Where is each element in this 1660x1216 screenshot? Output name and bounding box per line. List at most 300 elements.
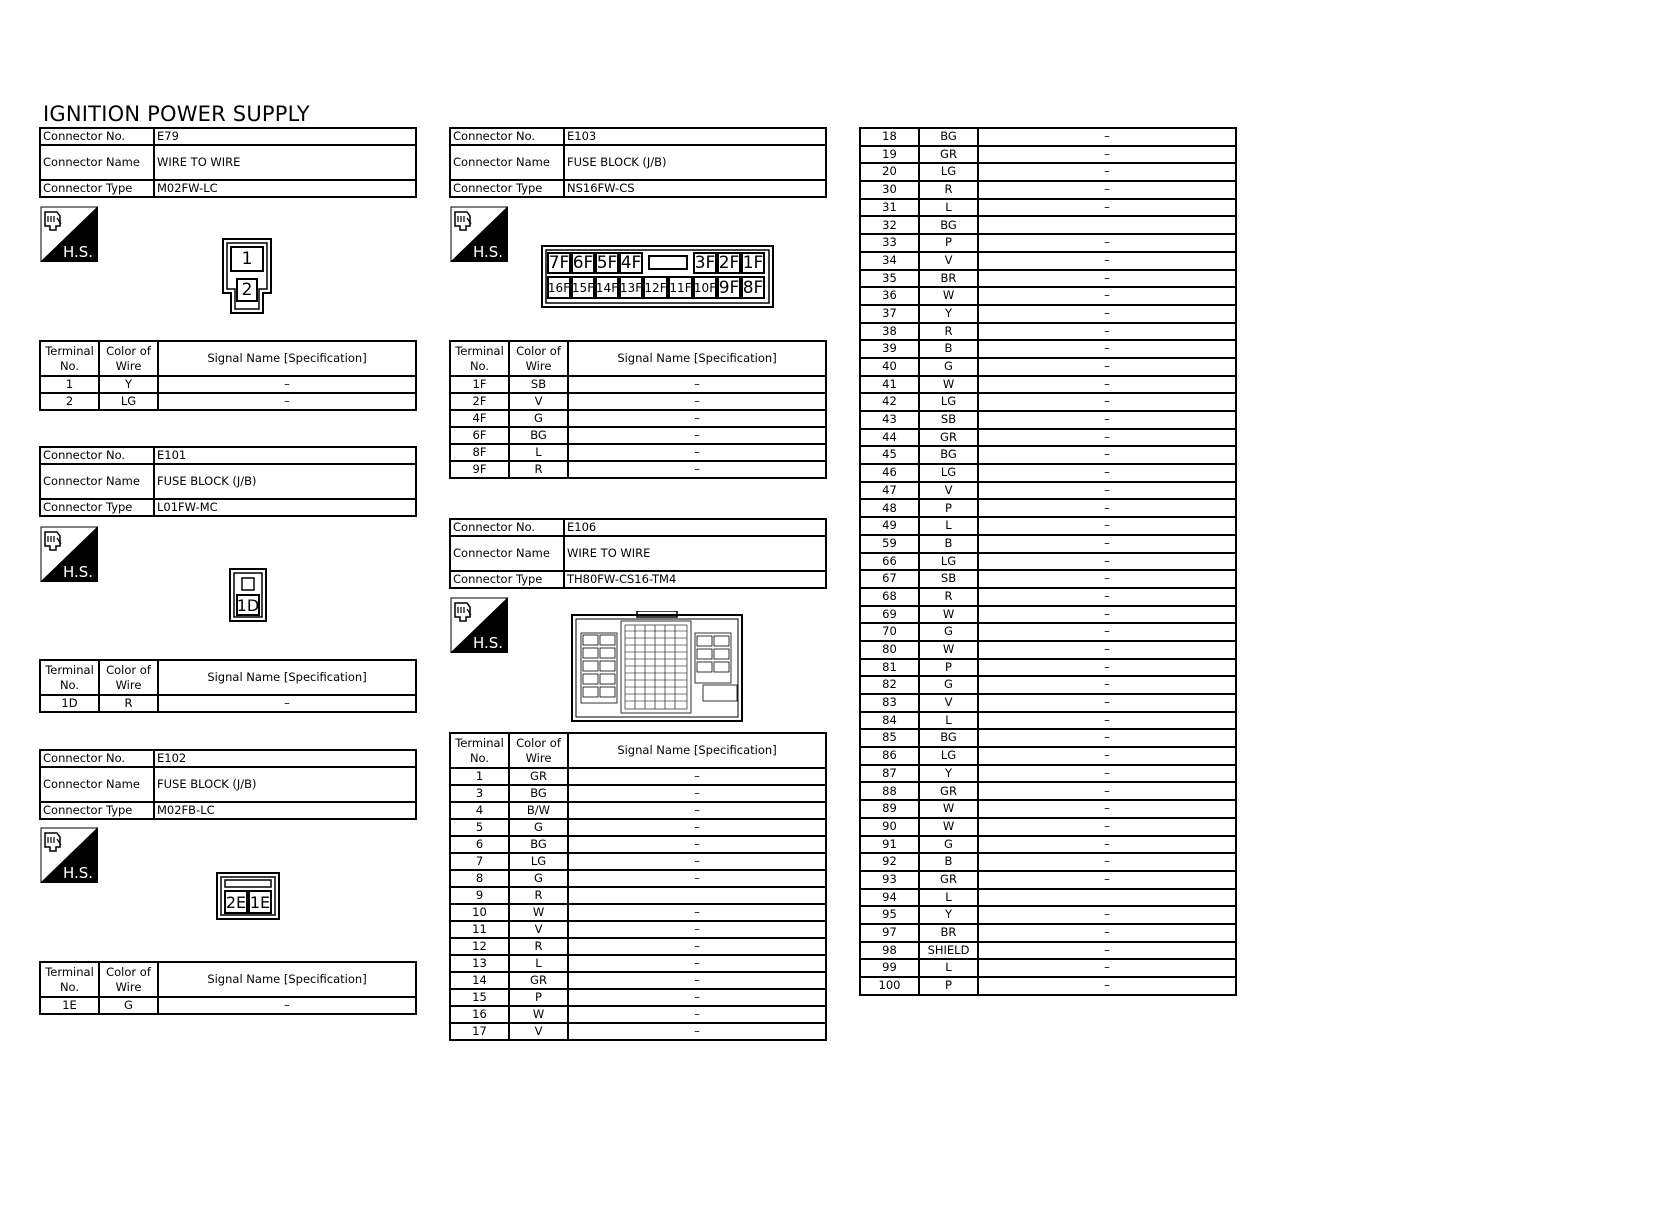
hs-label: H.S.: [62, 563, 94, 581]
pin-3F: 3F: [694, 253, 716, 273]
color-cell: LG: [919, 464, 978, 482]
signal-cell: –: [978, 694, 1236, 712]
table-row: [860, 252, 1236, 270]
header-terminal-no: Terminal No.: [40, 660, 99, 695]
connector-type-value: M02FB-LC: [154, 802, 416, 819]
table-row: [860, 836, 1236, 854]
table-row: [860, 942, 1236, 960]
header-terminal-no: Terminal No.: [40, 962, 99, 997]
color-cell: LG: [509, 853, 568, 870]
connector-E102-face: [216, 872, 280, 920]
table-row: [860, 199, 1236, 217]
table-row: [860, 765, 1236, 783]
label-connector-type: Connector Type: [40, 499, 154, 516]
color-cell: V: [509, 921, 568, 938]
terminal-cell: 17: [450, 1023, 509, 1040]
color-cell: BG: [509, 836, 568, 853]
table-row: [860, 924, 1236, 942]
color-cell: R: [919, 323, 978, 341]
color-cell: W: [509, 904, 568, 921]
terminal-cell: 95: [860, 906, 919, 924]
pin-4F: 4F: [620, 253, 642, 273]
signal-cell: –: [978, 535, 1236, 553]
connector-no-value: E101: [154, 447, 416, 464]
color-cell: LG: [99, 393, 158, 410]
signal-cell: –: [978, 270, 1236, 288]
header-signal-name: Signal Name [Specification]: [158, 341, 416, 376]
color-cell: L: [919, 712, 978, 730]
table-row: [860, 376, 1236, 394]
pin-10F: 10F: [693, 276, 717, 299]
terminal-cell: 87: [860, 765, 919, 783]
signal-cell: –: [978, 305, 1236, 323]
pin-12F: 12F: [643, 276, 668, 299]
signal-cell: –: [978, 517, 1236, 535]
color-cell: W: [919, 818, 978, 836]
signal-cell: –: [978, 942, 1236, 960]
terminal-cell: 84: [860, 712, 919, 730]
signal-cell: –: [978, 588, 1236, 606]
signal-cell: –: [568, 785, 826, 802]
header-signal-name: Signal Name [Specification]: [158, 660, 416, 695]
connector-type-value: TH80FW-CS16-TM4: [564, 571, 826, 588]
connector-E101-face: [229, 568, 267, 622]
signal-cell: –: [978, 570, 1236, 588]
table-row: [450, 768, 826, 785]
connector-E103-face: [541, 245, 774, 308]
connector-E106-terminals: [449, 732, 827, 1041]
terminal-cell: 1E: [40, 997, 99, 1014]
table-row: [860, 747, 1236, 765]
signal-cell: –: [978, 323, 1236, 341]
signal-cell: –: [978, 429, 1236, 447]
header-color-of-wire: Color of Wire: [509, 733, 568, 768]
signal-cell: –: [568, 921, 826, 938]
signal-cell: –: [978, 181, 1236, 199]
pin-8F: 8F: [742, 277, 764, 298]
terminal-cell: 32: [860, 216, 919, 234]
signal-cell: –: [978, 765, 1236, 783]
terminal-cell: 1: [450, 768, 509, 785]
table-row: [860, 871, 1236, 889]
pin-14F: 14F: [595, 276, 619, 299]
table-row: [860, 800, 1236, 818]
table-row: [40, 376, 416, 393]
signal-cell: –: [978, 393, 1236, 411]
signal-cell: –: [568, 444, 826, 461]
pin-1E: 1E: [248, 890, 272, 914]
header-color-of-wire: Color of Wire: [509, 341, 568, 376]
connector-E106-face: [571, 611, 743, 723]
color-cell: BG: [919, 729, 978, 747]
color-cell: V: [509, 393, 568, 410]
color-cell: BG: [919, 216, 978, 234]
table-row: [860, 694, 1236, 712]
connector-type-value: L01FW-MC: [154, 499, 416, 516]
connector-type-value: M02FW-LC: [154, 180, 416, 197]
label-connector-type: Connector Type: [450, 180, 564, 197]
table-row: [450, 410, 826, 427]
table-row: [860, 729, 1236, 747]
color-cell: P: [919, 234, 978, 252]
signal-cell: –: [978, 977, 1236, 995]
signal-cell: –: [568, 1023, 826, 1040]
label-connector-no: Connector No.: [450, 128, 564, 145]
signal-cell: –: [568, 955, 826, 972]
color-cell: R: [919, 588, 978, 606]
hs-label: H.S.: [62, 243, 94, 261]
terminal-cell: 12: [450, 938, 509, 955]
terminal-cell: 88: [860, 782, 919, 800]
color-cell: G: [919, 676, 978, 694]
table-row: [450, 819, 826, 836]
table-row: [860, 163, 1236, 181]
table-row: [860, 429, 1236, 447]
hs-label: H.S.: [472, 634, 504, 652]
color-cell: V: [509, 1023, 568, 1040]
label-connector-type: Connector Type: [40, 802, 154, 819]
terminal-cell: 8F: [450, 444, 509, 461]
signal-cell: –: [568, 853, 826, 870]
header-color-of-wire: Color of Wire: [99, 341, 158, 376]
terminal-cell: 31: [860, 199, 919, 217]
signal-cell: –: [978, 853, 1236, 871]
terminal-cell: 4: [450, 802, 509, 819]
signal-cell: –: [978, 818, 1236, 836]
color-cell: BG: [509, 427, 568, 444]
signal-cell: –: [978, 659, 1236, 677]
table-row: [860, 977, 1236, 995]
table-row: [860, 570, 1236, 588]
signal-cell: –: [978, 358, 1236, 376]
signal-cell: –: [568, 989, 826, 1006]
terminal-cell: 46: [860, 464, 919, 482]
table-row: [860, 906, 1236, 924]
terminal-cell: 99: [860, 959, 919, 977]
color-cell: B: [919, 535, 978, 553]
signal-cell: –: [568, 836, 826, 853]
color-cell: Y: [919, 906, 978, 924]
signal-cell: –: [978, 924, 1236, 942]
connector-E103-terminals: [449, 340, 827, 479]
connector-type-value: NS16FW-CS: [564, 180, 826, 197]
connector-name-value: FUSE BLOCK (J/B): [154, 464, 416, 499]
harness-side-icon: [40, 526, 98, 582]
label-connector-no: Connector No.: [40, 128, 154, 145]
terminal-cell: 42: [860, 393, 919, 411]
header-signal-name: Signal Name [Specification]: [568, 733, 826, 768]
pin-2F: 2F: [718, 253, 740, 273]
signal-cell: –: [978, 871, 1236, 889]
pin-16F: 16F: [547, 276, 571, 299]
terminal-cell: 48: [860, 499, 919, 517]
terminal-cell: 1D: [40, 695, 99, 712]
table-row: [860, 959, 1236, 977]
pin-7F: 7F: [548, 253, 570, 273]
color-cell: LG: [919, 553, 978, 571]
terminal-cell: 91: [860, 836, 919, 854]
table-row: [860, 287, 1236, 305]
signal-cell: –: [978, 482, 1236, 500]
signal-cell: –: [978, 287, 1236, 305]
terminal-cell: 100: [860, 977, 919, 995]
header-color-of-wire: Color of Wire: [99, 962, 158, 997]
signal-cell: –: [978, 464, 1236, 482]
table-row: [860, 889, 1236, 907]
color-cell: V: [919, 694, 978, 712]
table-row: [450, 427, 826, 444]
signal-cell: –: [978, 800, 1236, 818]
color-cell: P: [919, 499, 978, 517]
color-cell: G: [509, 819, 568, 836]
signal-cell: –: [568, 972, 826, 989]
signal-cell: –: [978, 906, 1236, 924]
terminal-cell: 47: [860, 482, 919, 500]
table-row: [450, 461, 826, 478]
header-terminal-no: Terminal No.: [450, 733, 509, 768]
terminal-cell: 6: [450, 836, 509, 853]
terminal-cell: 67: [860, 570, 919, 588]
terminal-cell: 66: [860, 553, 919, 571]
terminal-cell: 2: [40, 393, 99, 410]
color-cell: GR: [509, 768, 568, 785]
pin-15F: 15F: [571, 276, 595, 299]
terminal-cell: 9: [450, 887, 509, 904]
signal-cell: –: [978, 606, 1236, 624]
table-row: [860, 535, 1236, 553]
terminal-cell: 80: [860, 641, 919, 659]
terminal-cell: 43: [860, 411, 919, 429]
terminal-cell: 85: [860, 729, 919, 747]
signal-cell: –: [978, 676, 1236, 694]
signal-cell: –: [978, 252, 1236, 270]
connector-E106-info: [449, 518, 827, 589]
signal-cell: –: [978, 146, 1236, 164]
table-row: [860, 853, 1236, 871]
terminal-cell: 97: [860, 924, 919, 942]
terminal-cell: 14: [450, 972, 509, 989]
signal-cell: –: [568, 904, 826, 921]
table-row: [450, 955, 826, 972]
header-terminal-no: Terminal No.: [40, 341, 99, 376]
terminal-cell: 98: [860, 942, 919, 960]
signal-cell: –: [978, 782, 1236, 800]
connector-no-value: E79: [154, 128, 416, 145]
color-cell: BG: [919, 128, 978, 146]
harness-side-icon: [450, 206, 508, 262]
signal-cell: –: [978, 836, 1236, 854]
signal-cell: –: [978, 199, 1236, 217]
terminal-cell: 86: [860, 747, 919, 765]
label-connector-name: Connector Name: [450, 536, 564, 571]
color-cell: R: [509, 461, 568, 478]
color-cell: G: [509, 410, 568, 427]
signal-cell: [978, 889, 1236, 907]
table-row: [450, 921, 826, 938]
color-cell: GR: [919, 146, 978, 164]
signal-cell: –: [978, 729, 1236, 747]
header-signal-name: Signal Name [Specification]: [568, 341, 826, 376]
color-cell: W: [919, 641, 978, 659]
terminal-cell: 82: [860, 676, 919, 694]
terminal-cell: 1F: [450, 376, 509, 393]
pin-2: 2: [236, 278, 258, 302]
color-cell: V: [919, 252, 978, 270]
connector-name-value: WIRE TO WIRE: [564, 536, 826, 571]
signal-cell: –: [978, 376, 1236, 394]
color-cell: SHIELD: [919, 942, 978, 960]
terminal-cell: 20: [860, 163, 919, 181]
table-row: [860, 411, 1236, 429]
label-connector-type: Connector Type: [40, 180, 154, 197]
color-cell: GR: [919, 429, 978, 447]
signal-cell: [568, 887, 826, 904]
signal-cell: –: [978, 747, 1236, 765]
pin-2E: 2E: [224, 890, 248, 914]
table-row: [860, 517, 1236, 535]
color-cell: Y: [919, 765, 978, 783]
color-cell: G: [919, 623, 978, 641]
terminal-cell: 90: [860, 818, 919, 836]
connector-no-value: E103: [564, 128, 826, 145]
color-cell: B: [919, 340, 978, 358]
color-cell: L: [919, 889, 978, 907]
color-cell: SB: [509, 376, 568, 393]
table-row: [450, 1006, 826, 1023]
table-row: [450, 870, 826, 887]
signal-cell: –: [978, 163, 1236, 181]
terminal-cell: 35: [860, 270, 919, 288]
table-row: [860, 446, 1236, 464]
table-row: [450, 785, 826, 802]
hs-label: H.S.: [472, 243, 504, 261]
table-row: [40, 997, 416, 1014]
signal-cell: –: [978, 128, 1236, 146]
color-cell: BR: [919, 924, 978, 942]
color-cell: G: [919, 358, 978, 376]
signal-cell: –: [978, 553, 1236, 571]
terminal-cell: 7: [450, 853, 509, 870]
pin-13F: 13F: [619, 276, 643, 299]
terminal-cell: 81: [860, 659, 919, 677]
terminal-cell: 10: [450, 904, 509, 921]
table-row: [860, 323, 1236, 341]
signal-cell: –: [568, 870, 826, 887]
color-cell: L: [919, 517, 978, 535]
connector-name-value: WIRE TO WIRE: [154, 145, 416, 180]
table-row: [450, 1023, 826, 1040]
table-row: [450, 853, 826, 870]
terminal-cell: 70: [860, 623, 919, 641]
signal-cell: –: [568, 427, 826, 444]
terminal-cell: 8: [450, 870, 509, 887]
table-row: [450, 887, 826, 904]
terminal-cell: 15: [450, 989, 509, 1006]
terminal-cell: 89: [860, 800, 919, 818]
pin-5F: 5F: [596, 253, 618, 273]
color-cell: GR: [919, 782, 978, 800]
terminal-cell: 36: [860, 287, 919, 305]
terminal-cell: 1: [40, 376, 99, 393]
terminal-cell: 19: [860, 146, 919, 164]
terminal-cell: 38: [860, 323, 919, 341]
table-row: [860, 181, 1236, 199]
color-cell: L: [509, 955, 568, 972]
table-row: [860, 358, 1236, 376]
color-cell: G: [919, 836, 978, 854]
label-connector-no: Connector No.: [40, 750, 154, 767]
terminal-cell: 13: [450, 955, 509, 972]
table-row: [860, 818, 1236, 836]
connector-name-value: FUSE BLOCK (J/B): [564, 145, 826, 180]
label-connector-type: Connector Type: [450, 571, 564, 588]
label-connector-no: Connector No.: [40, 447, 154, 464]
terminal-cell: 39: [860, 340, 919, 358]
signal-cell: –: [978, 641, 1236, 659]
terminal-cell: 3: [450, 785, 509, 802]
color-cell: P: [509, 989, 568, 1006]
signal-cell: –: [158, 997, 416, 1014]
table-row: [860, 482, 1236, 500]
pin-1D: 1D: [236, 595, 260, 615]
color-cell: R: [509, 887, 568, 904]
table-row: [860, 305, 1236, 323]
table-row: [450, 393, 826, 410]
table-row: [860, 712, 1236, 730]
signal-cell: –: [568, 461, 826, 478]
color-cell: BR: [919, 270, 978, 288]
table-row: [450, 989, 826, 1006]
terminal-cell: 41: [860, 376, 919, 394]
signal-cell: –: [568, 393, 826, 410]
table-row: [450, 972, 826, 989]
signal-cell: –: [568, 819, 826, 836]
label-connector-name: Connector Name: [40, 145, 154, 180]
color-cell: G: [99, 997, 158, 1014]
color-cell: BG: [509, 785, 568, 802]
terminal-cell: 92: [860, 853, 919, 871]
connector-name-value: FUSE BLOCK (J/B): [154, 767, 416, 802]
signal-cell: –: [568, 376, 826, 393]
color-cell: BG: [919, 446, 978, 464]
table-row: [450, 376, 826, 393]
terminal-cell: 18: [860, 128, 919, 146]
color-cell: B/W: [509, 802, 568, 819]
signal-cell: –: [978, 446, 1236, 464]
pin-11F: 11F: [668, 276, 693, 299]
terminal-cell: 34: [860, 252, 919, 270]
signal-cell: –: [978, 411, 1236, 429]
signal-cell: –: [568, 938, 826, 955]
table-row: [40, 393, 416, 410]
terminal-cell: 40: [860, 358, 919, 376]
page-title: IGNITION POWER SUPPLY: [43, 102, 310, 126]
signal-cell: –: [978, 499, 1236, 517]
connector-E79-face: [222, 238, 272, 314]
terminal-cell: 59: [860, 535, 919, 553]
table-row: [860, 588, 1236, 606]
color-cell: P: [919, 659, 978, 677]
pin-1: 1: [230, 246, 264, 272]
connector-no-value: E102: [154, 750, 416, 767]
connector-no-value: E106: [564, 519, 826, 536]
table-row: [450, 444, 826, 461]
table-row: [860, 641, 1236, 659]
label-connector-name: Connector Name: [40, 767, 154, 802]
terminal-cell: 4F: [450, 410, 509, 427]
table-row: [860, 623, 1236, 641]
table-row: [860, 676, 1236, 694]
